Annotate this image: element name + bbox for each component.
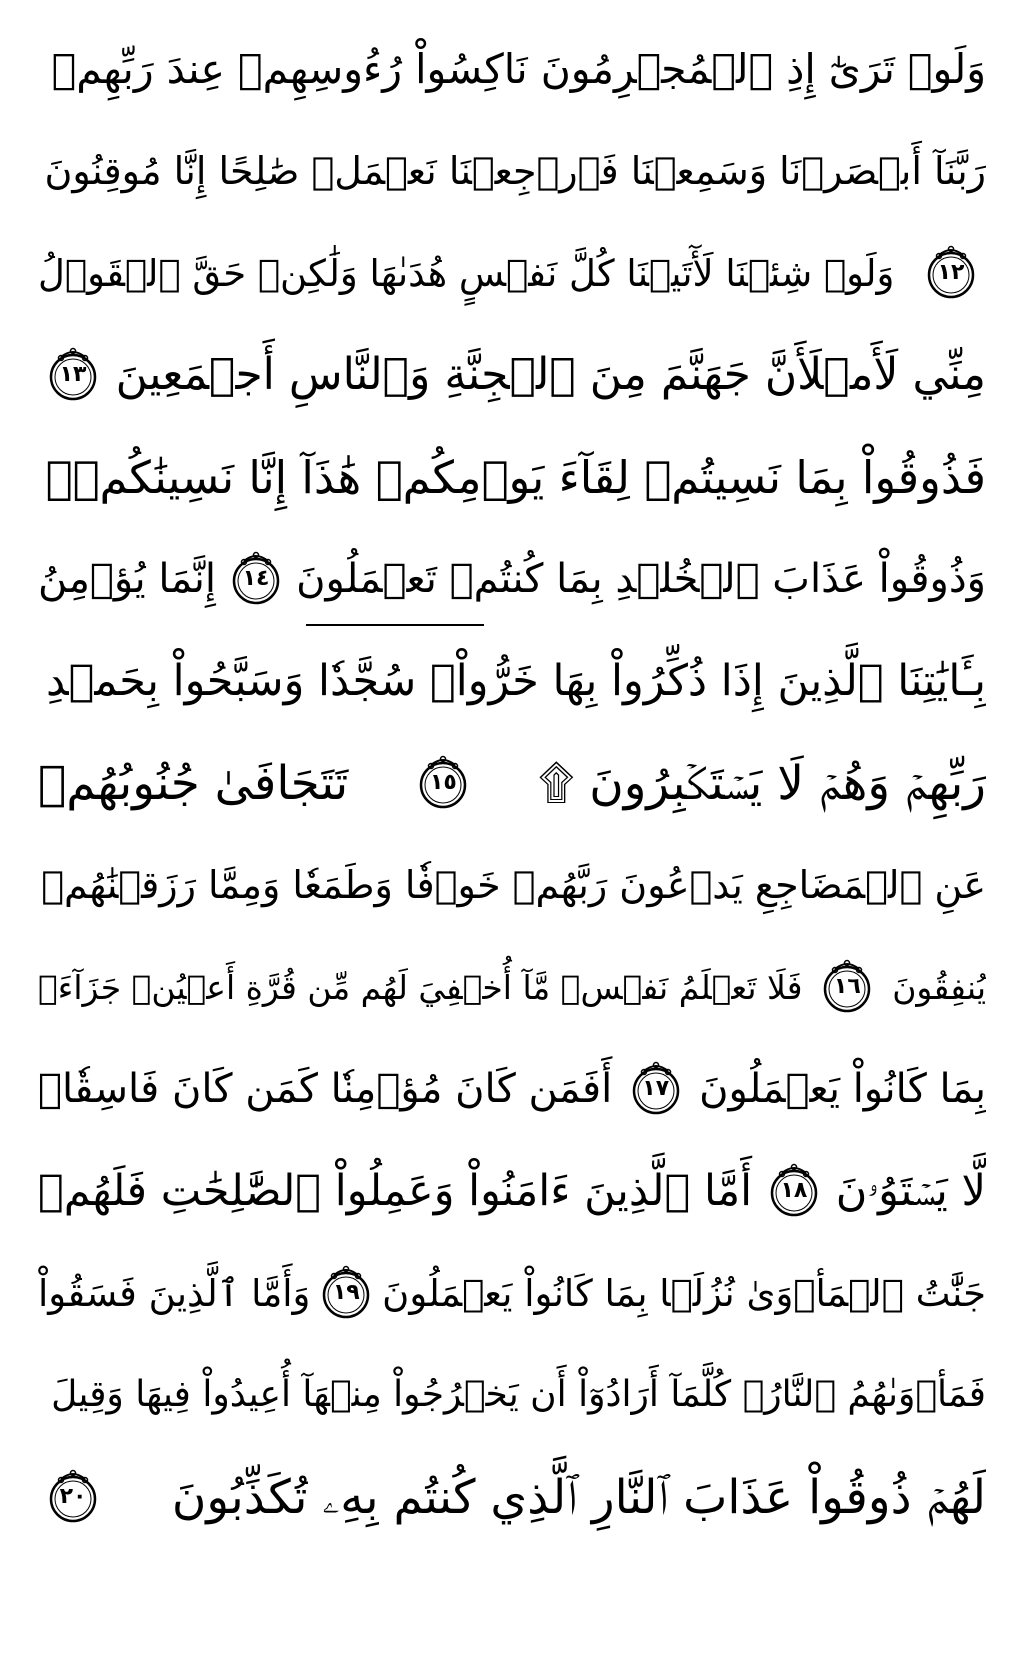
text-line-9 <box>38 834 986 936</box>
verse-end-marker <box>922 243 980 303</box>
line-text: أَفَمَن كَانَ مُؤۡمِنٗا كَمَن كَانَ فَاسِقٗاۚ <box>38 1066 613 1112</box>
text-line-11 <box>38 1038 986 1140</box>
line-text: أَمَّا ٱلَّذِينَ ءَامَنُواْ وَعَمِلُواْ ٱلصَّٰلِحَٰتِ فَلَهُمۡ <box>38 1165 753 1216</box>
verse-end-marker <box>414 753 472 813</box>
text-line-14 <box>38 1344 986 1446</box>
line-text: وَلَوۡ تَرَىٰٓ إِذِ ٱلۡمُجۡرِمُونَ نَاكِسُواْ رُءُوسِهِمۡ عِندَ رَبِّهِمۡ <box>51 44 986 93</box>
line-text: لَهُمۡ ذُوقُواْ عَذَابَ ٱلنَّارِ ٱلَّذِي كُنتُم بِهِۦ تُكَذِّبُونَ <box>171 1469 986 1525</box>
sajdah-overline <box>306 624 484 626</box>
verse-end-marker <box>627 1059 685 1119</box>
text-line-3 <box>38 222 986 324</box>
line-text: عَنِ ٱلۡمَضَاجِعِ يَدۡعُونَ رَبَّهُمۡ خَوۡفٗا وَطَمَعٗا وَمِمَّا رَزَقۡنَٰهُمۡ <box>41 863 986 907</box>
text-line-10 <box>38 936 986 1038</box>
text-line-6 <box>38 528 986 630</box>
line-text: مِنِّي لَأَمۡلَأَنَّ جَهَنَّمَ مِنَ ٱلۡجِنَّةِ وَٱلنَّاسِ أَجۡمَعِينَ <box>115 349 986 400</box>
line-text: لَّا يَسۡتَوُۥنَ <box>835 1165 986 1216</box>
line-text: بِـَٔايَٰتِنَا ٱلَّذِينَ إِذَا ذُكِّرُواْ بِهَا خَرُّواْۤ سُجَّدٗا وَسَبَّحُواْ بِحَمۡدِ <box>46 655 986 706</box>
line-text: وَذُوقُواْ عَذَابَ ٱلۡخُلۡدِ بِمَا كُنتُمۡ تَعۡمَلُونَ <box>296 556 986 602</box>
verse-number: ١٧ <box>642 1076 670 1101</box>
verse-end-marker <box>227 549 285 609</box>
line-text: فَذُوقُواْ بِمَا نَسِيتُمۡ لِقَآءَ يَوۡمِكُمۡ هَٰذَآ إِنَّا نَسِينَٰكُمۡۖ <box>45 450 986 504</box>
text-line-1 <box>38 18 986 120</box>
verse-number: ١٤ <box>242 566 270 591</box>
text-lines <box>38 18 986 1548</box>
verse-number: ١٣ <box>59 362 87 387</box>
verse-number: ١٦ <box>833 974 861 999</box>
line-text: بِمَا كَانُواْ يَعۡمَلُونَ <box>699 1066 986 1112</box>
line-text: يُنفِقُونَ <box>892 967 986 1007</box>
line-text: رَبَّنَآ أَبۡصَرۡنَا وَسَمِعۡنَا فَٱرۡجِعۡنَا نَعۡمَلۡ صَٰلِحًا إِنَّا مُوقِنُونَ <box>44 149 986 193</box>
text-line-13 <box>38 1242 986 1344</box>
text-line-4 <box>38 324 986 426</box>
line-text: جَنَّٰتُ ٱلۡمَأۡوَىٰ نُزُلَۢا بِمَا كَانُواْ يَعۡمَلُونَ <box>382 1271 986 1315</box>
line-text: وَلَوۡ شِئۡنَا لَأٓتَيۡنَا كُلَّ نَفۡسٍ هُدَىٰهَا وَلَٰكِنۡ حَقَّ ٱلۡقَوۡلُ <box>38 251 895 295</box>
text-line-7 <box>38 630 986 732</box>
verse-end-marker <box>765 1161 823 1221</box>
text-line-8 <box>38 732 986 834</box>
verse-number: ١٢ <box>937 260 965 285</box>
verse-number: ١٩ <box>332 1280 360 1305</box>
verse-number: ٢٠ <box>59 1484 87 1509</box>
line-text: فَمَأۡوَىٰهُمُ ٱلنَّارُۖ كُلَّمَآ أَرَادُوٓاْ أَن يَخۡرُجُواْ مِنۡهَآ أُعِيدُواْ فِيهَا وَقِيلَ <box>51 1374 986 1415</box>
text-line-15 <box>38 1446 986 1548</box>
line-text: إِنَّمَا يُؤۡمِنُ <box>38 556 216 602</box>
verse-number: ١٨ <box>780 1178 808 1203</box>
line-text: رَبِّهِمۡ وَهُمۡ لَا يَسۡتَكۡبِرُونَ ۩ <box>538 755 986 811</box>
verse-end-marker <box>44 1467 102 1527</box>
verse-end-marker <box>44 345 102 405</box>
line-text: وَأَمَّا ٱلَّذِينَ فَسَقُواْ <box>38 1271 311 1315</box>
verse-end-marker <box>317 1263 375 1323</box>
line-text: تَتَجَافَىٰ جُنُوبُهُمۡ <box>38 755 349 811</box>
line-text: فَلَا تَعۡلَمُ نَفۡسٞ مَّآ أُخۡفِيَ لَهُم مِّن قُرَّةِ أَعۡيُنٖ جَزَآءَۢ <box>38 967 803 1007</box>
text-line-5 <box>38 426 986 528</box>
verse-end-marker <box>818 957 876 1017</box>
text-line-12 <box>38 1140 986 1242</box>
text-line-2 <box>38 120 986 222</box>
verse-number: ١٥ <box>429 770 457 795</box>
